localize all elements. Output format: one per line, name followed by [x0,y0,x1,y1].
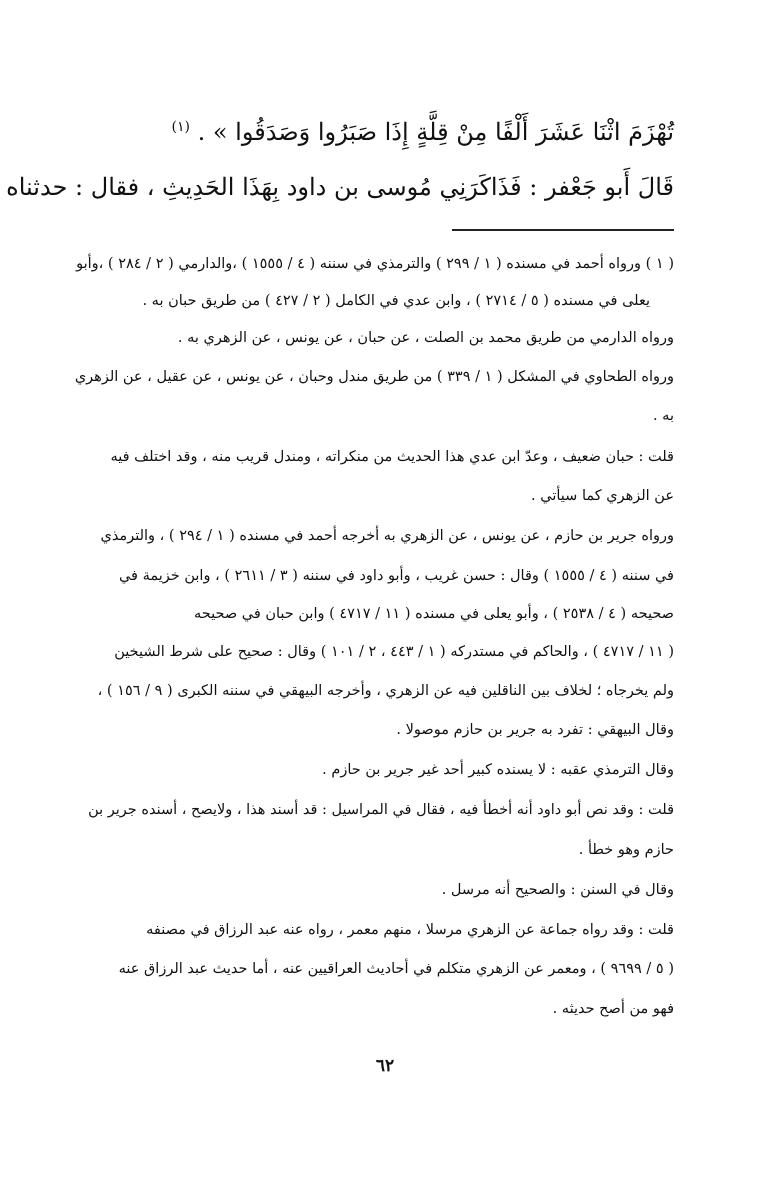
footnote-line: يعلى في مسنده ( ٥ / ٢٧١٤ ) ، وابن عدي في الكامل ( ٢ / ٤٢٧ ) من طريق حبان به . [142,293,650,309]
page-number: ٦٢ [375,1056,395,1076]
footnote-line: في سننه ( ٤ / ١٥٥٥ ) وقال : حسن غريب ، وأبو داود في سننه ( ٣ / ٢٦١١ ) ، وابن خزيمة في [118,568,674,584]
footnote-divider [452,229,674,231]
footnote-line: صحيحه ( ٤ / ٢٥٣٨ ) ، وأبو يعلى في مسنده ( ١١ / ٤٧١٧ ) وابن حبان في صحيحه [193,606,674,622]
footnote-line: وقال في السنن : والصحيح أنه مرسل . [441,882,674,898]
footnote-line: ورواه جرير بن حازم ، عن يونس ، عن الزهري به أخرجه أحمد في مسنده ( ١ / ٢٩٤ ) ، والترمذي [100,528,674,544]
footnote-line: حازم وهو خطأ . [578,842,674,858]
footnote-line: ولم يخرجاه ؛ لخلاف بين الناقلين فيه عن الزهري ، وأخرجه البيهقي في سننه الكبرى ( ٩ / ١٥٦ ) ، [97,683,674,699]
main-text-line-1: تُهْزَمَ اثْنَا عَشَرَ أَلْفًا مِنْ قِلَّةٍ إِذَا صَبَرُوا وَصَدَقُوا » . [197,118,674,146]
footnote-line: قلت : وقد نص أبو داود أنه أخطأ فيه ، فقال في المراسيل : قد أسند هذا ، ولايصح ، أسنده جرير بن [88,802,674,818]
footnote-line: ( ٥ / ٩٦٩٩ ) ، ومعمر عن الزهري متكلم في أحاديث العراقيين عنه ، أما حديث عبد الرزاق عنه [118,961,674,977]
footnote-line: فهو من أصح حديثه . [552,1001,674,1017]
footnote-line: ( ١ ) ورواه أحمد في مسنده ( ١ / ٢٩٩ ) والترمذي في سننه ( ٤ / ١٥٥٥ ) ،والدارمي ( ٢ / ٢٨٤ ) ،وأبو [76,256,674,272]
footnote-reference: (١) [171,119,190,135]
main-text-line-2: قَالَ أَبو جَعْفر : فَذَاكَرَنِي مُوسى بن داود بِهَذَا الحَدِيثِ ، فقال : حدثناه [6,173,674,201]
footnote-line: به . [652,408,674,424]
main-text-line [94,112,674,147]
main-text-line [6,172,674,202]
footnote-line: قلت : حبان ضعيف ، وعدّ ابن عدي هذا الحديث من منكراته ، ومندل قريب منه ، وقد اختلف فيه [110,449,674,465]
footnote-line: وقال الترمذي عقبه : لا يسنده كبير أحد غير جرير بن حازم . [322,762,674,778]
footnote-line: ( ١١ / ٤٧١٧ ) ، والحاكم في مستدركه ( ١ / ٤٤٣ ، ٢ / ١٠١ ) وقال : صحيح على شرط الشيخين [114,644,674,660]
footnote-line: وقال البيهقي : تفرد به جرير بن حازم موصولا . [396,722,674,738]
footnote-line: ورواه الطحاوي في المشكل ( ١ / ٣٣٩ ) من طريق مندل وحبان ، عن يونس ، عن عقيل ، عن الزهري [74,369,674,385]
footnote-line: عن الزهري كما سيأتي . [531,488,674,504]
footnote-line: ورواه الدارمي من طريق محمد بن الصلت ، عن حبان ، عن يونس ، عن الزهري به . [177,330,674,346]
footnote-line: قلت : وقد رواه جماعة عن الزهري مرسلا ، منهم معمر ، رواه عنه عبد الرزاق في مصنفه [146,922,674,938]
